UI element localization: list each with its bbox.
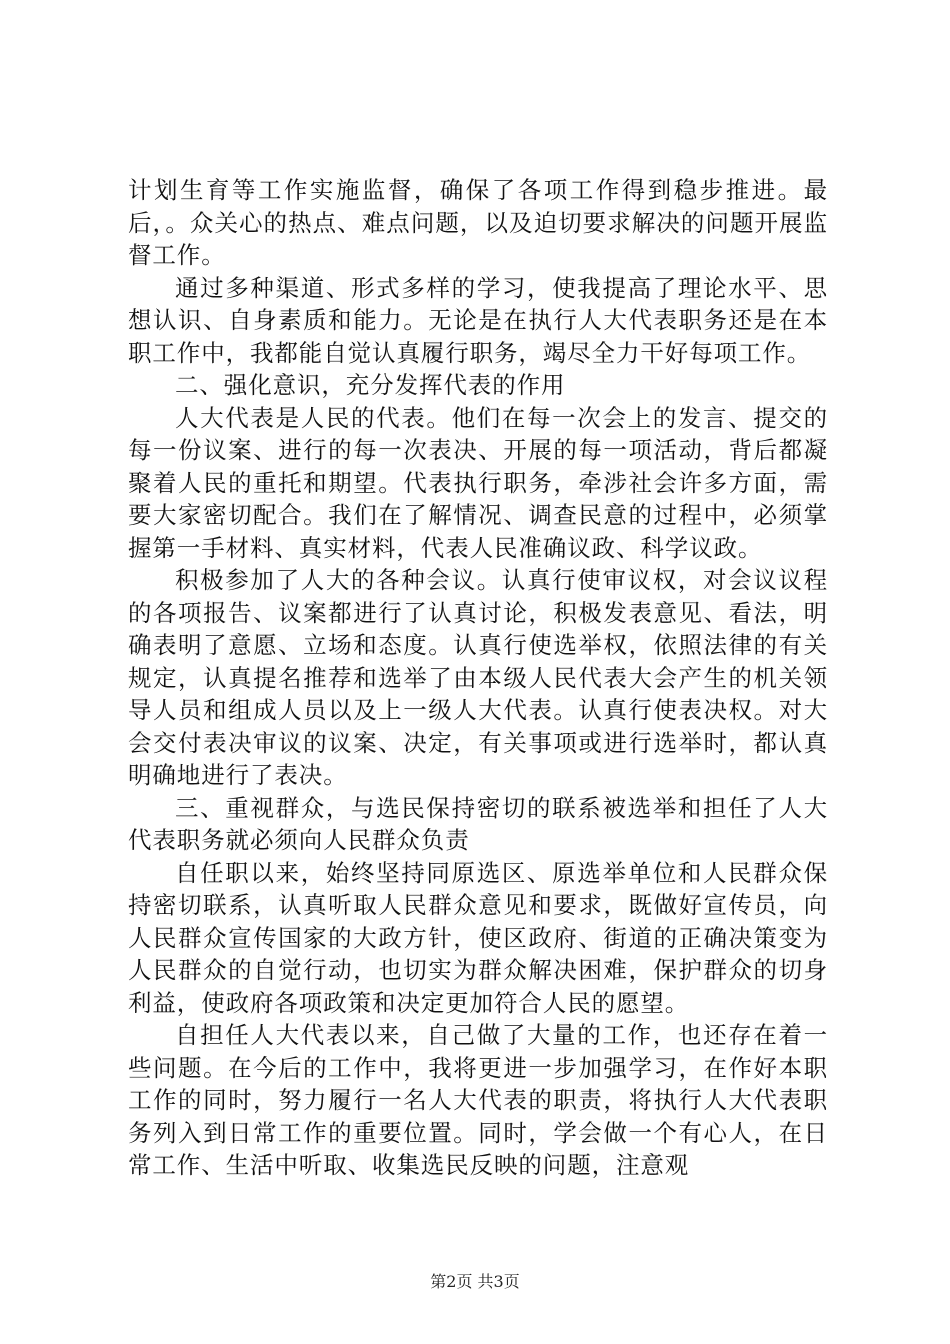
page-number-footer: 第2页 共3页 [430,1272,520,1291]
paragraph-problems: 自担任人大代表以来，自己做了大量的工作，也还存在着一些问题。在今后的工作中，我将更进一步加强学习，在作好本职工作的同时，努力履行一名人大代表的职责，将执行人大代表职务列入到日常工作的重要位置。同时，学会做一个有心人，在日常工作、生活中听取、收集选民反映的问题，注意观 [128,1021,828,1179]
document-body [128,174,828,1182]
paragraph-contact: 自任职以来，始终坚持同原选区、原选举单位和人民群众保持密切联系，认真听取人民群众意见和要求，既做好宣传员，向人民群众宣传国家的大政方针，使区政府、街道的正确决策变为人民群众的自觉行动，也切实为群众解决困难，保护群众的切身利益，使政府各项政策和决定更加符合人民的愿望。 [128,858,828,1017]
section-heading-2: 二、强化意识，充分发挥代表的作用 [175,371,566,399]
paragraph-meetings: 积极参加了人大的各种会议。认真行使审议权，对会议议程的各项报告、议案都进行了认真讨论，积极发表意见、看法，明确表明了意愿、立场和态度。认真行使选举权，依照法律的有关规定，认真提名推荐和选举了由本级人民代表大会产生的机关领导人员和组成人员以及上一级人大代表。认真行使表决权。对大会交付表决审议的议案、决定，有关事项或进行选举时，都认真明确地进行了表决。 [128,566,828,789]
paragraph-continuation: 计划生育等工作实施监督，确保了各项工作得到稳步推进。最后，。众关心的热点、难点问题，以及迫切要求解决的问题开展监督工作。 [128,176,828,269]
paragraph-study: 通过多种渠道、形式多样的学习，使我提高了理论水平、思想认识、自身素质和能力。无论是在执行人大代表职务还是在本职工作中，我都能自觉认真履行职务，竭尽全力干好每项工作。 [128,273,828,367]
section-heading-3: 三、重视群众，与选民保持密切的联系被选举和担任了人大代表职务就必须向人民群众负责 [128,793,828,854]
paragraph-representatives: 人大代表是人民的代表。他们在每一次会上的发言、提交的每一份议案、进行的每一次表决、开展的每一项活动，背后都凝聚着人民的重托和期望。代表执行职务，牵涉社会许多方面，需要大家密切配合。我们在了解情况、调查民意的过程中，必须掌握第一手材料、真实材料，代表人民准确议政、科学议政。 [128,403,828,562]
